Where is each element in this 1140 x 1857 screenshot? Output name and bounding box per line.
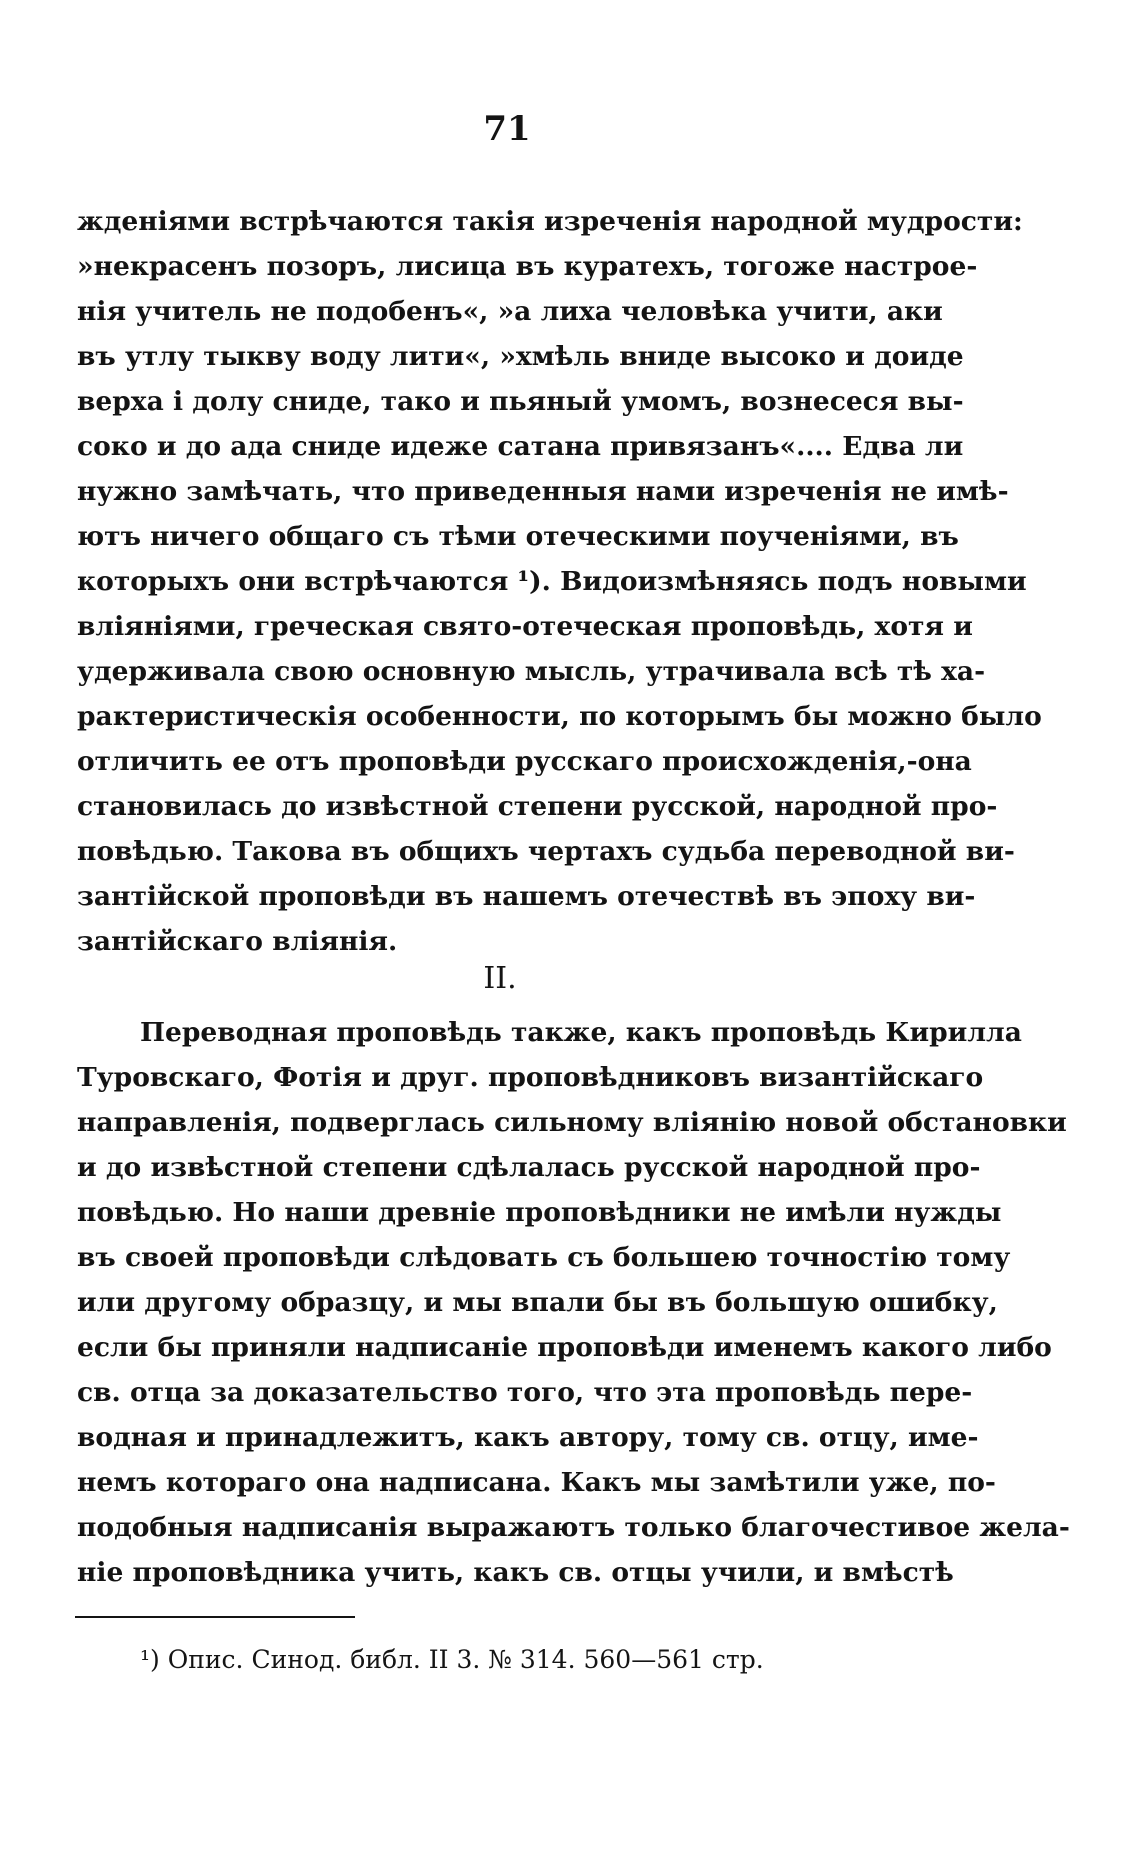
text-line: св. отца за доказательство того, что эта проповѣдь пере- — [77, 1377, 973, 1408]
text-line: повѣдью. Но наши древніе проповѣдники не имѣли нужды — [77, 1197, 1002, 1228]
text-line: нія учитель не подобенъ«, »а лиха человѣка учити, аки — [77, 296, 943, 327]
text-line: вліяніями, греческая свято-отеческая проповѣдь, хотя и — [77, 611, 973, 642]
text-line: рактеристическія особенности, по которымъ бы можно было — [77, 701, 1042, 732]
section-heading: II. — [483, 961, 517, 996]
text-line: удерживала свою основную мысль, утрачивала всѣ тѣ ха- — [77, 656, 986, 687]
text-line: въ утлу тыкву воду лити«, »хмѣль вниде высоко и доиде — [77, 341, 964, 372]
text-line: направленія, подверглась сильному вліянію новой обстановки — [77, 1107, 1067, 1138]
text-line: въ своей проповѣди слѣдовать съ большею точностію тому — [77, 1242, 1011, 1273]
text-line: зантійской проповѣди въ нашемъ отечествѣ въ эпоху ви- — [77, 881, 976, 912]
text-line: верха і долу сниде, тако и пьяный умомъ, вознесеся вы- — [77, 386, 964, 417]
footnote-divider — [75, 1616, 355, 1618]
text-line: ютъ ничего общаго съ тѣми отеческими поученіями, въ — [77, 521, 959, 552]
text-line: отличить ее отъ проповѣди русскаго происхожденія,-она — [77, 746, 972, 777]
text-line: соко и до ада сниде идеже сатана привязанъ«.... Едва ли — [77, 431, 964, 462]
page-number: 71 — [483, 109, 531, 149]
text-line: или другому образцу, и мы впали бы въ большую ошибку, — [77, 1287, 998, 1318]
text-line: подобныя надписанія выражаютъ только благочестивое жела- — [77, 1512, 1070, 1543]
text-line: немъ котораго она надписана. Какъ мы замѣтили уже, по- — [77, 1467, 996, 1498]
text-line: и до извѣстной степени сдѣлалась русской народной про- — [77, 1152, 981, 1183]
text-line: становилась до извѣстной степени русской, народной про- — [77, 791, 998, 822]
footnote: ¹) Опис. Синод. библ. II 3. № 314. 560—561 стр. — [140, 1645, 764, 1674]
text-line: Туровскаго, Фотія и друг. проповѣдниковъ византійскаго — [77, 1062, 984, 1093]
text-line: Переводная проповѣдь также, какъ проповѣдь Кирилла — [140, 1017, 1022, 1048]
text-line: зантійскаго вліянія. — [77, 926, 398, 957]
text-line: если бы приняли надписаніе проповѣди именемъ какого либо — [77, 1332, 1052, 1363]
text-line: ніе проповѣдника учить, какъ св. отцы учили, и вмѣстѣ — [77, 1557, 954, 1588]
text-line: повѣдью. Такова въ общихъ чертахъ судьба переводной ви- — [77, 836, 1015, 867]
text-line: жденіями встрѣчаются такія изреченія народной мудрости: — [77, 206, 1023, 237]
text-line: »некрасенъ позоръ, лисица въ куратехъ, тогоже настрое- — [77, 251, 978, 282]
text-line: которыхъ они встрѣчаются ¹). Видоизмѣняясь подъ новыми — [77, 566, 1027, 597]
text-line: нужно замѣчать, что приведенныя нами изреченія не имѣ- — [77, 476, 1009, 507]
text-line: водная и принадлежитъ, какъ автору, тому св. отцу, име- — [77, 1422, 979, 1453]
